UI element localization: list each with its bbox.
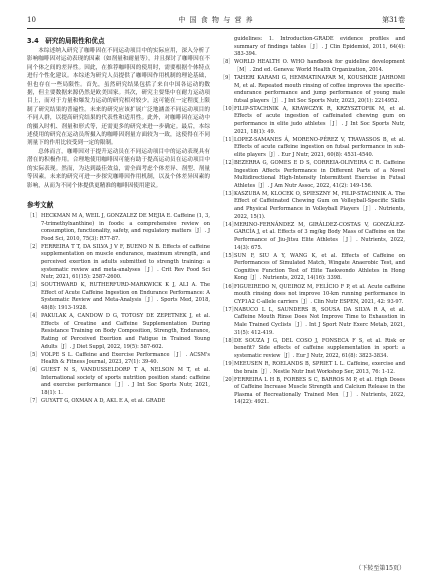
- reference-number: ［7］: [27, 398, 41, 405]
- reference-number: ［2］: [27, 243, 41, 250]
- reference-item: [220, 137, 405, 160]
- reference-number: ［4］: [27, 313, 41, 320]
- reference-item: [220, 307, 405, 337]
- two-column-body: [27, 36, 405, 561]
- reference-text: VOLPE S L. Caffeine and Exercise Performance［J］. ACSM's Health & Fitness Journal, 2023, 27(1): 39-40.: [41, 351, 210, 366]
- reference-continuation: guidelines: 1. Introduction-GRADE evidence profiles and summary of findings tables［J］. J Clin Epidemiol, 2011, 64(4): 383-394.: [234, 36, 405, 58]
- reference-text: SUN F, SIU A Y, WANG K, et al. Effects of Caffeine on Performances of Simulated Match, Wingate Anaerobic Test, and Cognitive Function Test of Elite Taekwondo Athletes in Hong Kong［J］. Nutrients, 2022, 14(16): 3398.: [234, 252, 405, 282]
- reference-number: ［9］: [220, 74, 234, 81]
- journal-title: 中 国 食 物 与 营 养: [178, 16, 254, 24]
- reference-number: ［6］: [27, 367, 41, 374]
- reference-number: ［10］: [220, 105, 237, 112]
- reference-number: ［19］: [220, 360, 237, 367]
- section-heading: 3.4 研究的局限性和优点: [27, 37, 105, 45]
- reference-text: WORLD HEALTH O. WHO handbook for guideline development［M］. 2nd ed. Geneva: World Health Organization, 2014.: [234, 59, 405, 73]
- reference-list-left: [27, 213, 210, 406]
- reference-item: [220, 191, 405, 221]
- reference-list-right: [220, 59, 405, 407]
- body-paragraph: 总体而言，咖啡因对于提升运动员在不同运动项目中的运动表现具有潜在的积极作用。合理地使用咖啡因可能有助于提高运动员在运动项目中的实际表现。然而，为达到最佳效益，需全面考虑个体差异、剂型、剂量等因素。未来的研究可进一步探究咖啡因作用机制，以及个体差异因素的影响，从而为不同个体提供更精准的咖啡因使用建议。: [27, 148, 210, 189]
- running-header: [27, 14, 405, 29]
- reference-text: GUEST N S, VANDUSSELDORP T A, NELSON M T, et al. International society of sports nutrition position stand: caffeine and exercise performance［J］. J Int Soc Sports Nutr, 2021, 18(1): 1.: [41, 367, 210, 397]
- reference-number: ［11］: [220, 136, 237, 143]
- references-heading: 参考文献: [27, 200, 54, 209]
- reference-text: FERREIRA L H B, FORBES S C, BARROS M P, et al. High Doses of Caffeine Increase Muscle Strength and Calcium Release in the Plasma of Recreationally Trained Men［J］. Nutrients, 2022, 14(22): 4921.: [234, 376, 405, 406]
- reference-item: [220, 253, 405, 283]
- reference-number: ［15］: [220, 252, 237, 259]
- left-column: [27, 36, 210, 561]
- reference-text: HECKMAN M A, WEIL J, GONZALEZ DE MEJIA E. Caffeine (1, 3, 7-trimethylxanthine) in foods: a comprehensive review on consumption, functionality, safety, and regulatory matters［J］. J Food Sci, 2010, 75(3): R77-87.: [41, 212, 210, 242]
- reference-text: FILIP-STACHNIK A, KRAWCZYK R, KRZYSZTOFIK M, et al. Effects of acute ingestion of caffeinated chewing gum on performance in elite judo athletes［J］. J Int Soc Sports Nutr, 2021, 18(1): 49.: [234, 105, 405, 135]
- reference-item: [27, 398, 210, 406]
- reference-item: [220, 222, 405, 252]
- reference-item: [27, 213, 210, 243]
- reference-text: MEEUSEN R, ROELANDS B, SPRIET L L. Caffeine, exercise and the brain［J］. Nestle Nutr Inst Workshop Ser, 2013, 76: 1-12.: [234, 360, 405, 375]
- reference-number: ［8］: [220, 59, 234, 66]
- reference-text: MERINO-FERNÁNDEZ M, GIRÁLDEZ-COSTAS V, GONZÁLEZ-GARCÍA J, et al. Effects of 3 mg/kg Body Mass of Caffeine on the Performance of Jiu-Jitsu Elite Athletes［J］. Nutrients, 2022, 14(3): 675.: [234, 221, 405, 251]
- reference-item: [220, 106, 405, 136]
- reference-item: [27, 282, 210, 312]
- reference-number: ［17］: [220, 306, 237, 313]
- reference-number: ［18］: [220, 337, 237, 344]
- reference-item: [27, 313, 210, 351]
- reference-item: [27, 367, 210, 397]
- reference-number: ［3］: [27, 282, 41, 289]
- reference-text: LOPEZ-SAMANES Á, MORENO-PÉREZ V, TRAVASSOS B, et al. Effects of acute caffeine ingestion on futsal performance in sub-elite players［J］. Eur J Nutr, 2021, 60(8): 4531-4540.: [234, 136, 405, 158]
- reference-number: ［20］: [220, 376, 237, 383]
- reference-text: KASZUBA M, KLOCEK O, SPIESZNY M, FILIP-STACHNIK A. The Effect of Caffeinated Chewing Gum on Volleyball-Specific Skills and Physical Performance in Volleyball Players［J］. Nutrients, 2022, 15(1).: [234, 190, 405, 220]
- reference-item: [220, 160, 405, 190]
- reference-text: BEZERRA G, GOMES E D S, CORREIA-OLIVEIRA C R. Caffeine Ingestion Affects Performance in Different Parts of a Novel Multidirectional High-Intensity Intermittent Exercise in Futsal Athletes［J］. J Am Nutr Assoc, 2022, 41(2): 149-156.: [234, 160, 405, 189]
- reference-text: TAHERI KARAMI G, HEMMATINAFAR M, KOUSHKIE JAHROMI M, et al. Repeated mouth rinsing of coffee improves the specific-endurance performance and jump performance of young male futsal players［J］. J Int Soc Sports Nutr, 2023, 20(1): 2214952.: [234, 74, 405, 104]
- reference-text: GUYATT G, OXMAN A D, AKL E A, et al. GRADE: [41, 398, 166, 405]
- reference-text: NABUCO L L, SAUNDERS B, SOUSA DA SILVA R A, et al. Caffeine Mouth Rinse Does Not Improve Time to Exhaustion in Male Trained Cyclists［J］. Int J Sport Nutr Exerc Metab, 2021, 31(5): 412-419.: [234, 306, 405, 336]
- reference-item: [220, 75, 405, 105]
- reference-number: ［12］: [220, 160, 237, 166]
- page-number: 10: [27, 16, 36, 24]
- right-column: [220, 36, 405, 561]
- reference-item: [220, 377, 405, 407]
- reference-number: ［13］: [220, 190, 237, 197]
- reference-item: [220, 338, 405, 361]
- reference-item: [27, 352, 210, 367]
- reference-text: SOUTHWARD K, RUTHERFURD-MARKWICK K J, ALI A. The Effect of Acute Caffeine Ingestion on Endurance Performance: A Systematic Review and Meta-Analysis［J］. Sports Med, 2018, 48(8): 1913-1928.: [41, 282, 210, 312]
- reference-text: DE SOUZA J G, DEL COSO J, FONSECA F S, et al. Risk or benefit? Side effects of caffeine supplementation in sport: a systematic review［J］. Eur J Nutr, 2022, 61(8): 3823-3834.: [234, 337, 405, 359]
- reference-number: ［5］: [27, 351, 41, 358]
- reference-item: [220, 361, 405, 376]
- reference-text: FERREIRA T T, DA SILVA J V F, BUENO N B. Effects of caffeine supplementation on muscle endurance, maximum strength, and perceived exertion in adults submitted to strength training: a systematic review and meta-analyses［J］. Crit Rev Food Sci Nutr, 2021, 61(15): 2587-2600.: [41, 243, 210, 281]
- continuation-note: （下转至第15页）: [355, 565, 405, 572]
- reference-text: FIGUEIREDO N, QUEIROZ M, FELÍCIO F P, et al. Acute caffeine mouth rinsing does not improve 10-km running performance in CYP1A2 C-allele carriers［J］. Clin Nutr ESPEN, 2021, 42: 93-97.: [234, 283, 405, 305]
- body-paragraph: 本综述纳入研究了咖啡因在不同运动项目中的实际应用，深入分析了影响咖啡因对运动表现的因素（如剂量和耐量等），并且探讨了咖啡因在不同个体之间的差异性。因此，在推荐咖啡因的使用时，需要根据个体特点进行个性化建议。本综述为研究人员提供了咖啡因作用机制的理论基础，但也存在一些局限性。首先，虽然研究结果包括了来自中国各运动的数据，但主要数据来源仍然是欧美国家。其次，研究主要集中在耐力运动项目上，而对于力量和爆发力运动的研究相对较少。这可能在一定程度上限制了研究结果的普遍性。未来的研究应该扩展广泛地涵盖不同运动项目的不同人群，以提高研究结果的代表性和适用性。此外，对咖啡因在运动中的摄入时机、剂量和形式等，还需更多的研究来进一步确定。最后，本综述使用的研究在运动员所摄入的咖啡因剂量方面较为一致，这使得在不同剂量下的作用比较受到一定的限制。: [27, 48, 210, 147]
- reference-number: ［14］: [220, 221, 237, 228]
- reference-item: [27, 244, 210, 282]
- reference-number: ［16］: [220, 283, 237, 290]
- reference-item: [220, 59, 405, 74]
- reference-number: ［1］: [27, 212, 41, 219]
- volume-label: 第31卷: [382, 16, 405, 24]
- reference-item: [220, 284, 405, 307]
- reference-text: PAKULAK A, CANDOW D G, TOTOSY DE ZEPETNEK J, et al. Effects of Creatine and Caffeine Supplementation During Resistance Training on Body Composition, Strength, Endurance, Rating of Perceived Exertion and Fatigue in Trained Young Adults［J］. J Diet Suppl, 2022, 19(5): 587-602.: [41, 313, 210, 350]
